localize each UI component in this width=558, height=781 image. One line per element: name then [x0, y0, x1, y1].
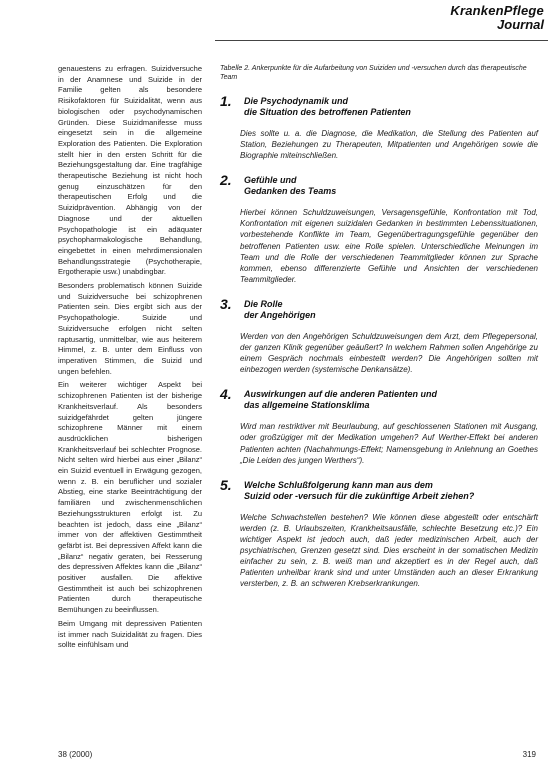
section-body: Welche Schwachstellen bestehen? Wie können diese abgestellt oder entschärft werden (z. B. Urlaubszeiten, Krankheitsausfälle, schlechte Besetzung etc.)? Ein wichtiger Aspekt ist jedoch auch, daß jeder medizinischen Arbeit, auch der psychiatrischen, Grenzen gesetzt sind. Dies erscheint in der somatischen Medizin einfacher zu sein, z. B. weiß man und akzeptiert es in der Regel auch, daß Patienten unheilbar krank sind und unter Umständen auch an dieser Erkrankung versterben, z. B. an schweren Krebserkrankungen. [240, 512, 538, 589]
section-title-line: der Angehörigen [244, 309, 316, 320]
body-paragraph: Beim Umgang mit depressiven Patienten ist immer nach Suizidalität zu fragen. Dies sollte einfühlsam und [58, 618, 202, 650]
section-title-line: Gedanken des Teams [244, 186, 337, 197]
section-title-line: Auswirkungen auf die anderen Patienten und [244, 389, 438, 400]
section-number: 5. [220, 476, 232, 493]
section-title-line: Welche Schlußfolgerung kann man aus dem [244, 479, 433, 490]
section-title-line: Suizid oder -versuch für die zukünftige Arbeit ziehen? [244, 490, 475, 501]
header-rule [215, 40, 548, 41]
section-body: Dies sollte u. a. die Diagnose, die Medikation, die Stellung des Patienten auf Station, Beziehungen zu Therapeuten, Mitpatienten und Angehörigen sowie die Biographie miteinschließen. [240, 129, 538, 161]
table-section-3 [220, 297, 538, 375]
journal-subtitle: Journal [497, 17, 544, 32]
page-number: 319 [522, 750, 536, 759]
section-heading [220, 478, 538, 502]
left-text-column [58, 64, 202, 654]
table-section-2 [220, 173, 538, 285]
section-body: Wird man restriktiver mit Beurlaubung, auf geschlossenen Stationen mit Ausgang, oder großzügiger mit der Medikation umgehen? Auf Werther-Effekt bei anderen Patienten achten (Nachahmungs-Effekt; Namensgebung in Anlehnung an Goethes „Die Leiden des jungen Werthers“). [240, 422, 538, 465]
table-caption: Tabelle 2. Ankerpunkte für die Aufarbeitung von Suiziden und -versuchen durch das therapeutische Team [220, 65, 527, 81]
table-section-1 [220, 94, 538, 161]
section-heading [220, 94, 538, 118]
section-title-line: das allgemeine Stationsklima [244, 400, 370, 411]
journal-masthead [450, 4, 544, 32]
body-paragraph: Besonders problematisch können Suizide und Suizidversuche bei schizophrenen Patienten sein. Dies ergibt sich aus der Psychopathologie. Suizide und Suizidversuche erfolgen nicht selten raptusartig, unmittelbar, wie aus heiterem Himmel, z. B. unter dem Einfluss von imperativen Stimmen, die Suizid und ungen befehlen. [58, 281, 202, 376]
section-title [244, 387, 538, 411]
section-heading [220, 387, 538, 411]
section-title [244, 297, 538, 321]
journal-brand: KrankenPflege [450, 3, 544, 18]
section-title-line: Die Rolle [244, 298, 283, 309]
section-number: 4. [220, 386, 232, 403]
table-section-5 [220, 478, 538, 590]
section-title [244, 173, 538, 197]
section-title-line: Gefühle und [244, 175, 297, 186]
section-heading [220, 297, 538, 321]
section-number: 1. [220, 93, 232, 109]
body-paragraph: genauestens zu erfragen. Suizidversuche in der Anamnese und Suizide in der Familie gelten als besondere Risikofaktoren für Suizidalität, wenn aus biologischen oder psychodynamischen Gründen. Diese Suizidmanifesse muss eingesetzt sein in die allgemeine Exploration des Patienten. Die Exploration stellt hier in den ersten Schritt für die Beziehungsgestaltung dar. Eine tragfähige therapeutische Beziehung ist nicht hoch genug einzuschätzen für den therapeutischen Erfolg und die Suizidprävention. Abhängig von der Diagnose und der aktuellen Psychopathologie ist ein adäquater psychopharmakologische Behandlung, eingebettet in einen mehrdimensionalen Behandlungsstrategie (Psychotherapie, Ergotherapie usw.) unabdingbar. [58, 64, 202, 277]
section-body: Hierbei können Schuldzuweisungen, Versagensgefühle, Konfrontation mit Tod, Konfrontation mit eigenen suizidalen Gedanken in bestimmten Lebenssituationen, vorbestehende Konflikte im Team, Gegenübertragungsgefühle gegenüber den betroffenen Patienten usw. eine Rolle spielen. Unterschiedliche Meinungen im Team und die Rolle der verschiedenen Teammitglieder können zur Sprache kommen, ebenso differenzierte Gefühle und Ansichten der verschiedenen Teammitglieder. [240, 208, 538, 284]
table-section-4 [220, 387, 538, 465]
section-title [244, 94, 538, 118]
section-title [244, 478, 538, 502]
section-number: 2. [220, 172, 232, 189]
volume-year: 38 (2000) [58, 750, 93, 759]
body-paragraph: Ein weiterer wichtiger Aspekt bei schizophrenen Patienten ist der bisherige Krankheitsverlauf. Als besonders suizidgefährdet gelten jüngere schizophrene Männer mit einem ausdrücklichen bisherigen Krankheitsverlauf bei schlechter Prognose. Nicht selten wird hierbei aus einer „Bilanz“ ein Suizid eventuell in Erwägung gezogen, wenn z. B. ein beruflicher und sozialer Abstieg, eine starke Beeinträchtigung der familiären und zwischenmenschlichen Beziehungsstrukturen erfolgt ist. Zu beachten ist jedoch, dass eine „Bilanz“ immer von der affektiven Gestimmtheit gefärbt ist. Bei depressiven Affekt kann die „Bilanz“ negativ geraten, bei Resserung des depressiven Affektes kann die „Bilanz“ positiver ausfallen. Die affektive Gestimmtheit ist auch bei schizophrenen Patienten durch therapeutische Bemühungen zu beeinflussen. [58, 380, 202, 615]
section-body: Werden von den Angehörigen Schuldzuweisungen dem Arzt, dem Pflegepersonal, der ganzen Klinik gegenüber geäußert? In welchem Rahmen sollen Angehörige zu einem Gespräch nochmals einbestellt werden? Die Angehörigen sollten mit einbezogen werden (systemische Denkansätze). [240, 331, 538, 375]
section-title-line: Die Psychodynamik und [244, 96, 349, 106]
section-heading [220, 173, 538, 197]
section-number: 3. [220, 295, 232, 312]
table-panel [220, 64, 538, 601]
section-title-line: die Situation des betroffenen Patienten [244, 107, 411, 117]
